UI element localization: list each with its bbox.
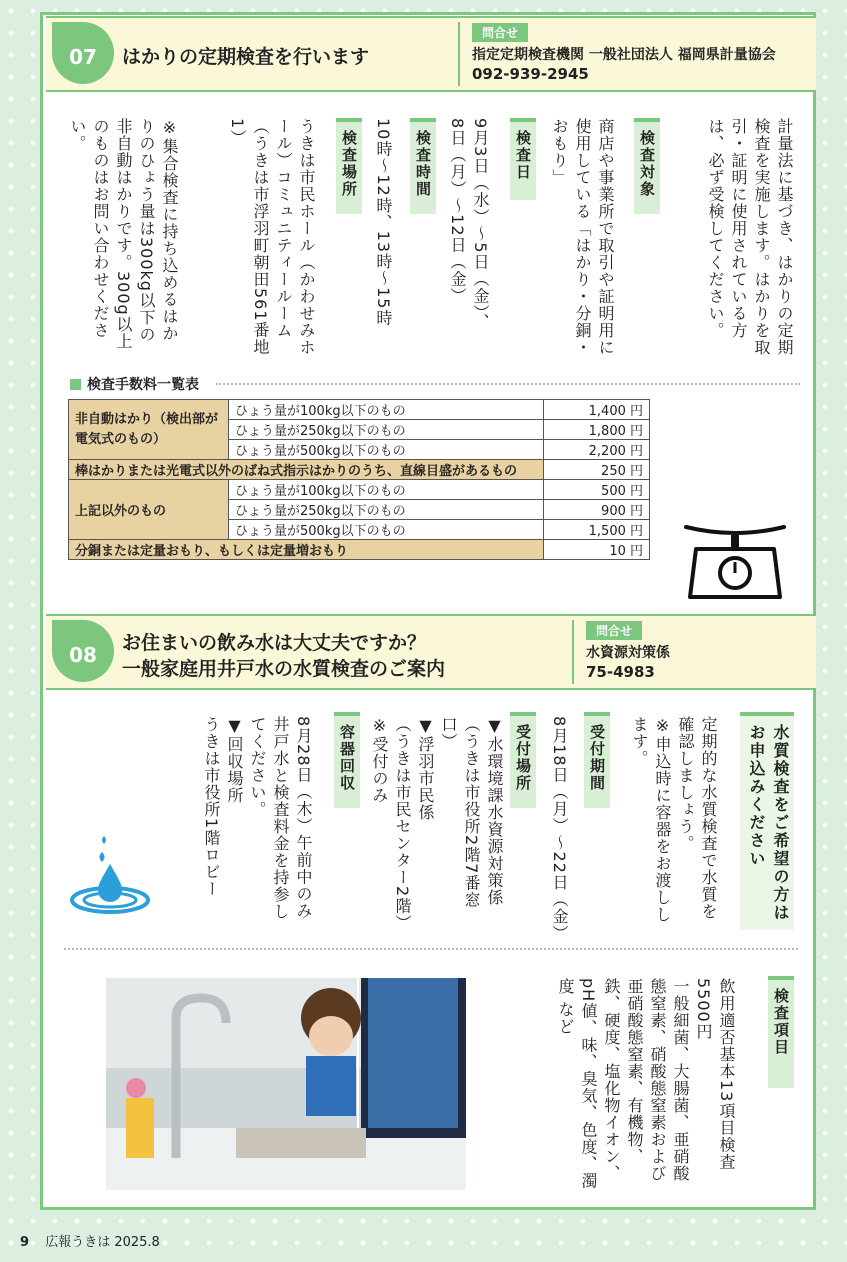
fee-table-title [70,374,199,394]
section07-date-text: 9月3日（水）～5日（金）、 8日（月）～12日（金） [448,118,490,331]
section07-contact-org: 指定定期検査機関 一般社団法人 福岡県計量協会 [472,47,776,63]
section08-badge [52,620,114,682]
section08-number: 08 [69,643,97,667]
section08-reception-label: 受付場所 [510,712,536,808]
section07-time-label: 検査時間 [410,118,436,214]
section07-contact [458,22,776,86]
table-row [69,400,650,420]
section07-place-label: 検査場所 [336,118,362,214]
section07-title: はかりの定期検査を行います [122,46,370,68]
page-number: 9 [20,1235,30,1250]
section08-period-label: 受付期間 [584,712,610,808]
section08-divider [64,948,798,950]
section08-contact [572,620,670,684]
section08-contact-phone: 75-4983 [586,663,655,681]
fee-value: 2,200 円 [544,440,650,460]
fee-item: ひょう量が500kg以下のもの [229,440,544,460]
fee-value: 250 円 [544,460,650,480]
section08-contact-tag: 問合せ [586,621,642,640]
scale-icon [680,515,790,603]
footer [20,1231,160,1250]
fee-table [68,399,650,560]
fee-item: ひょう量が250kg以下のもの [229,420,544,440]
water-drop-icon [64,830,156,922]
fee-value: 10 円 [544,540,650,560]
section07-time-text: 10時～12時、13時～15時 [374,118,393,327]
section08-items-label: 検査項目 [768,976,794,1088]
table-row [69,460,650,480]
fee-value: 1,800 円 [544,420,650,440]
section08-intro: 定期的な水質検査で水質を確認しましょう。 ※申込時に容器をお渡しします。 [630,716,718,923]
section08-container-label: 容器回収 [334,712,360,808]
section07-badge [52,22,114,84]
table-row [69,480,650,500]
section08-reception-text: ▼水環境課水資源対策係 （うきは市役所2階7番窓口） ▼浮羽市民係 （うきは市民センター2階） ※受付のみ [370,716,504,932]
section07-place-text: うきは市民ホール（かわせみホール）コミュニティールーム （うきは市浮羽町朝田561番地1） [228,118,316,356]
fee-item: ひょう量が500kg以下のもの [229,520,544,540]
section08-period-text: 8月18日（月）～22日（金） [550,716,569,942]
fee-item: ひょう量が100kg以下のもの [229,400,544,420]
fee-category: 棒はかりまたは光電式以外のばね式指示はかりのうち、直線目盛があるもの [69,460,544,480]
fee-category: 非自動はかり（検出部が電気式のもの） [69,400,229,460]
fee-value: 1,500 円 [544,520,650,540]
section07-target-label: 検査対象 [634,118,660,214]
section08-title-line2: 一般家庭用井戸水の水質検査のご案内 [122,658,446,680]
section08-contact-org: 水資源対策係 [586,645,670,661]
section07-target-text: 商店や事業所で取引や証明用に使用している「はかり・分銅・おもり」 [550,118,615,356]
fee-value: 900 円 [544,500,650,520]
section07-number: 07 [69,45,97,69]
table-row [69,540,650,560]
section08-items-text: 飲用適否基本13項目検査 5500円 一般細菌、大腸菌、亜硝酸態窒素、硝酸態窒素および亜硝酸態窒素、有機物、鉄、硬度、塩化物イオン、pH値、味、臭気、色度、濁度 など [556,978,736,1190]
fee-title-marker [70,379,81,390]
fee-item: ひょう量が100kg以下のもの [229,480,544,500]
section07-intro: 計量法に基づき、はかりの定期検査を実施します。はかりを取引・証明に使用されている方は、必ず受検してください。 [706,118,794,356]
kitchen-photo [106,978,466,1190]
section07-contact-phone: 092-939-2945 [472,65,589,83]
section08-headline: 水質検査をご希望の方は お申込みください [740,712,794,930]
fee-value: 500 円 [544,480,650,500]
section07-date-label: 検査日 [510,118,536,200]
section08-container-text: 8月28日（木）午前中のみ 井戸水と検査料金を持参してください。 ▼回収場所 うきは市役所1階ロビー [202,716,313,920]
section07-contact-tag: 問合せ [472,23,528,42]
fee-title-text: 検査手数料一覧表 [87,377,199,393]
fee-category: 上記以外のもの [69,480,229,540]
section07-divider [216,383,800,385]
fee-value: 1,400 円 [544,400,650,420]
publication-name: 広報うきは 2025.8 [45,1235,160,1250]
section07-note: ※集合検査に持ち込めるはかりのひょう量は300kg以下の非自動はかりです。300g以上のものはお問い合わせください。 [68,118,179,350]
fee-item: ひょう量が250kg以下のもの [229,500,544,520]
section08-title-line1: お住まいの飲み水は大丈夫ですか？ [122,632,427,654]
fee-category: 分銅または定量おもり、もしくは定量増おもり [69,540,544,560]
